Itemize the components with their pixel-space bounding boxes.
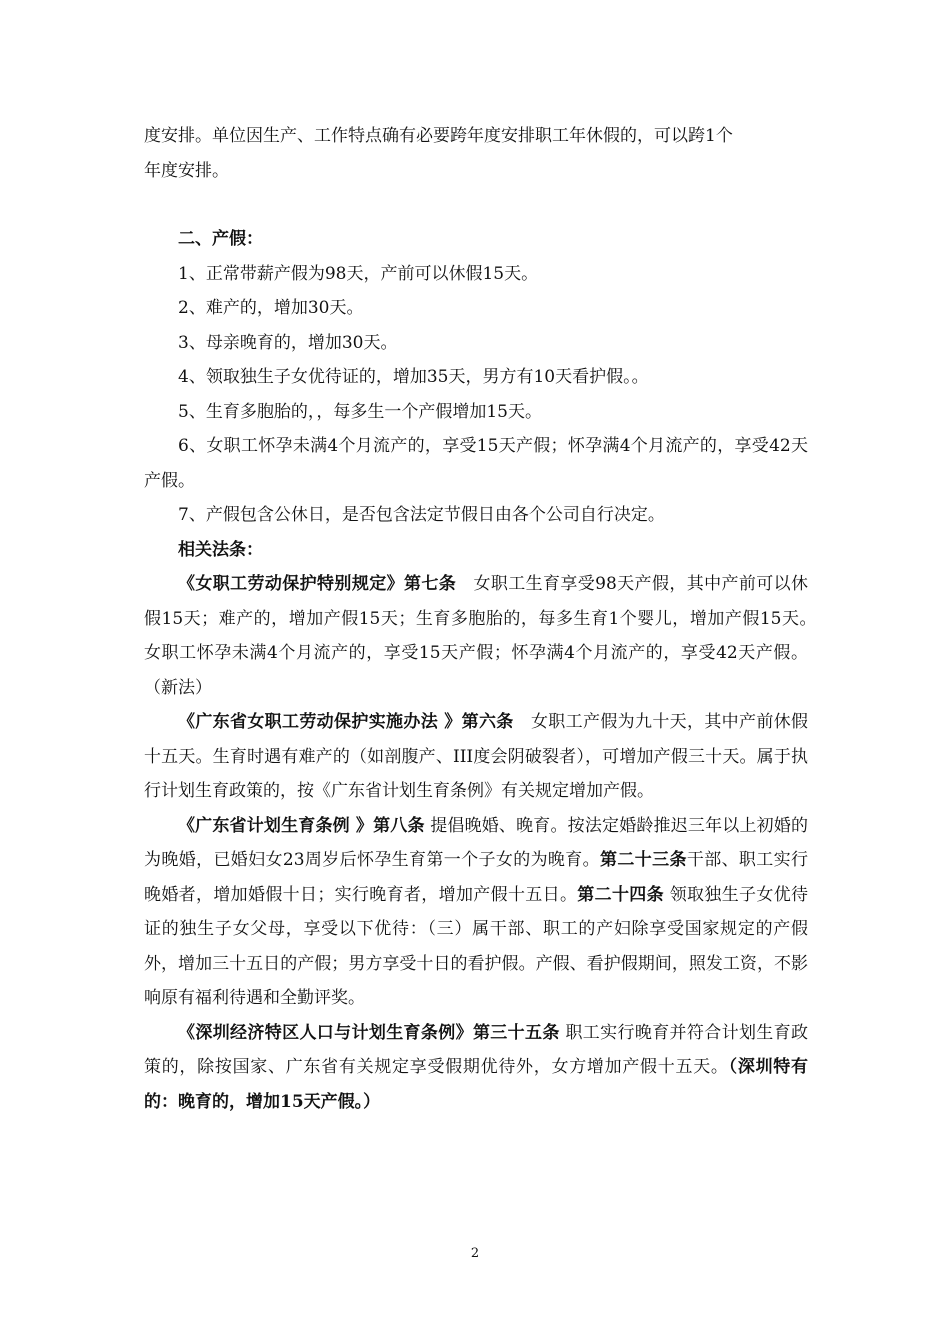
list-item: 1、正常带薪产假为98天，产前可以休假15天。 bbox=[178, 263, 539, 284]
intro-line-1: 度安排。单位因生产、工作特点确有必要跨年度安排职工年休假的，可以跨1个 bbox=[144, 126, 733, 146]
law-text: 干部、职工实行晚婚者，增加婚假十日；实行晚育者，增加产假十五日。 bbox=[144, 850, 809, 905]
body-text bbox=[144, 119, 842, 1119]
law-text: 女职工生育享受98天产假，其中产前可以休假15天；难产的，增加产假15天；生育多胞胎的，每多生育1个婴儿，增加产假15天。 女职工怀孕未满4个月流产的，享受15天产假；怀孕满4个月流产的，享受42天产假。（新法） bbox=[144, 574, 842, 698]
list-item: 6、女职工怀孕未满4个月流产的，享受15天产假；怀孕满4个月流产的，享受42天产假。 bbox=[144, 436, 808, 491]
law-text: 提倡晚婚、晚育。按法定婚龄推迟三年以上初婚的为晚婚，已婚妇女23周岁后怀孕生育第一个子女的为晚育。 bbox=[144, 815, 808, 870]
law-text: 女职工产假为九十天，其中产前休假十五天。生育时遇有难产的（如剖腹产、III度会阴破裂者），可增加产假三十天。属于执行计划生育政策的，按《广东省计划生育条例》有关规定增加产假。 bbox=[144, 712, 809, 801]
law-paragraph-3 bbox=[144, 809, 808, 1016]
section-heading-maternity-leave: 二、产假： bbox=[178, 229, 263, 249]
list-item: 3、母亲晚育的，增加30天。 bbox=[178, 332, 398, 353]
article-title: 第二十三条 bbox=[600, 850, 687, 870]
law-title: 《深圳经济特区人口与计划生育条例》第三十五条 bbox=[178, 1022, 560, 1043]
list-item: 2、难产的，增加30天。 bbox=[178, 298, 364, 318]
list-item: 4、领取独生子女优待证的，增加35天，男方有10天看护假。。 bbox=[178, 367, 649, 387]
spacer bbox=[144, 188, 808, 222]
law-paragraph-2 bbox=[144, 705, 808, 809]
law-title: 《广东省计划生育条例 》第八条 bbox=[178, 815, 425, 836]
list-item: 7、产假包含公休日，是否包含法定节假日由各个公司自行决定。 bbox=[178, 505, 665, 525]
law-title: 《广东省女职工劳动保护实施办法 》第六条 bbox=[178, 712, 514, 732]
law-text: 领取独生子女优待证的独生子女父母，享受以下优待：（三）属干部、职工的产妇除享受国家规定的产假外，增加三十五日的产假；男方享受十日的看护假。产假、看护假期间，照发工资，不影响原有福利待遇和全勤评奖。 bbox=[144, 884, 809, 1008]
law-paragraph-1 bbox=[144, 567, 842, 705]
law-title: 《女职工劳动保护特别规定》第七条 bbox=[178, 574, 457, 594]
law-note: （深圳特有的：晚育的，增加15天产假。） bbox=[144, 1057, 809, 1112]
page-number: 2 bbox=[470, 1246, 480, 1261]
laws-heading: 相关法条： bbox=[178, 539, 263, 560]
intro-line-2: 年度安排。 bbox=[144, 160, 229, 181]
list-item: 5、生育多胞胎的，，每多生一个产假增加15天。 bbox=[178, 401, 542, 422]
law-paragraph-4 bbox=[144, 1016, 808, 1120]
article-title: 第二十四条 bbox=[577, 884, 664, 905]
law-text: 职工实行晚育并符合计划生育政策的，除按国家、广东省有关规定享受假期优待外，女方增加产假十五天。 bbox=[144, 1022, 809, 1077]
